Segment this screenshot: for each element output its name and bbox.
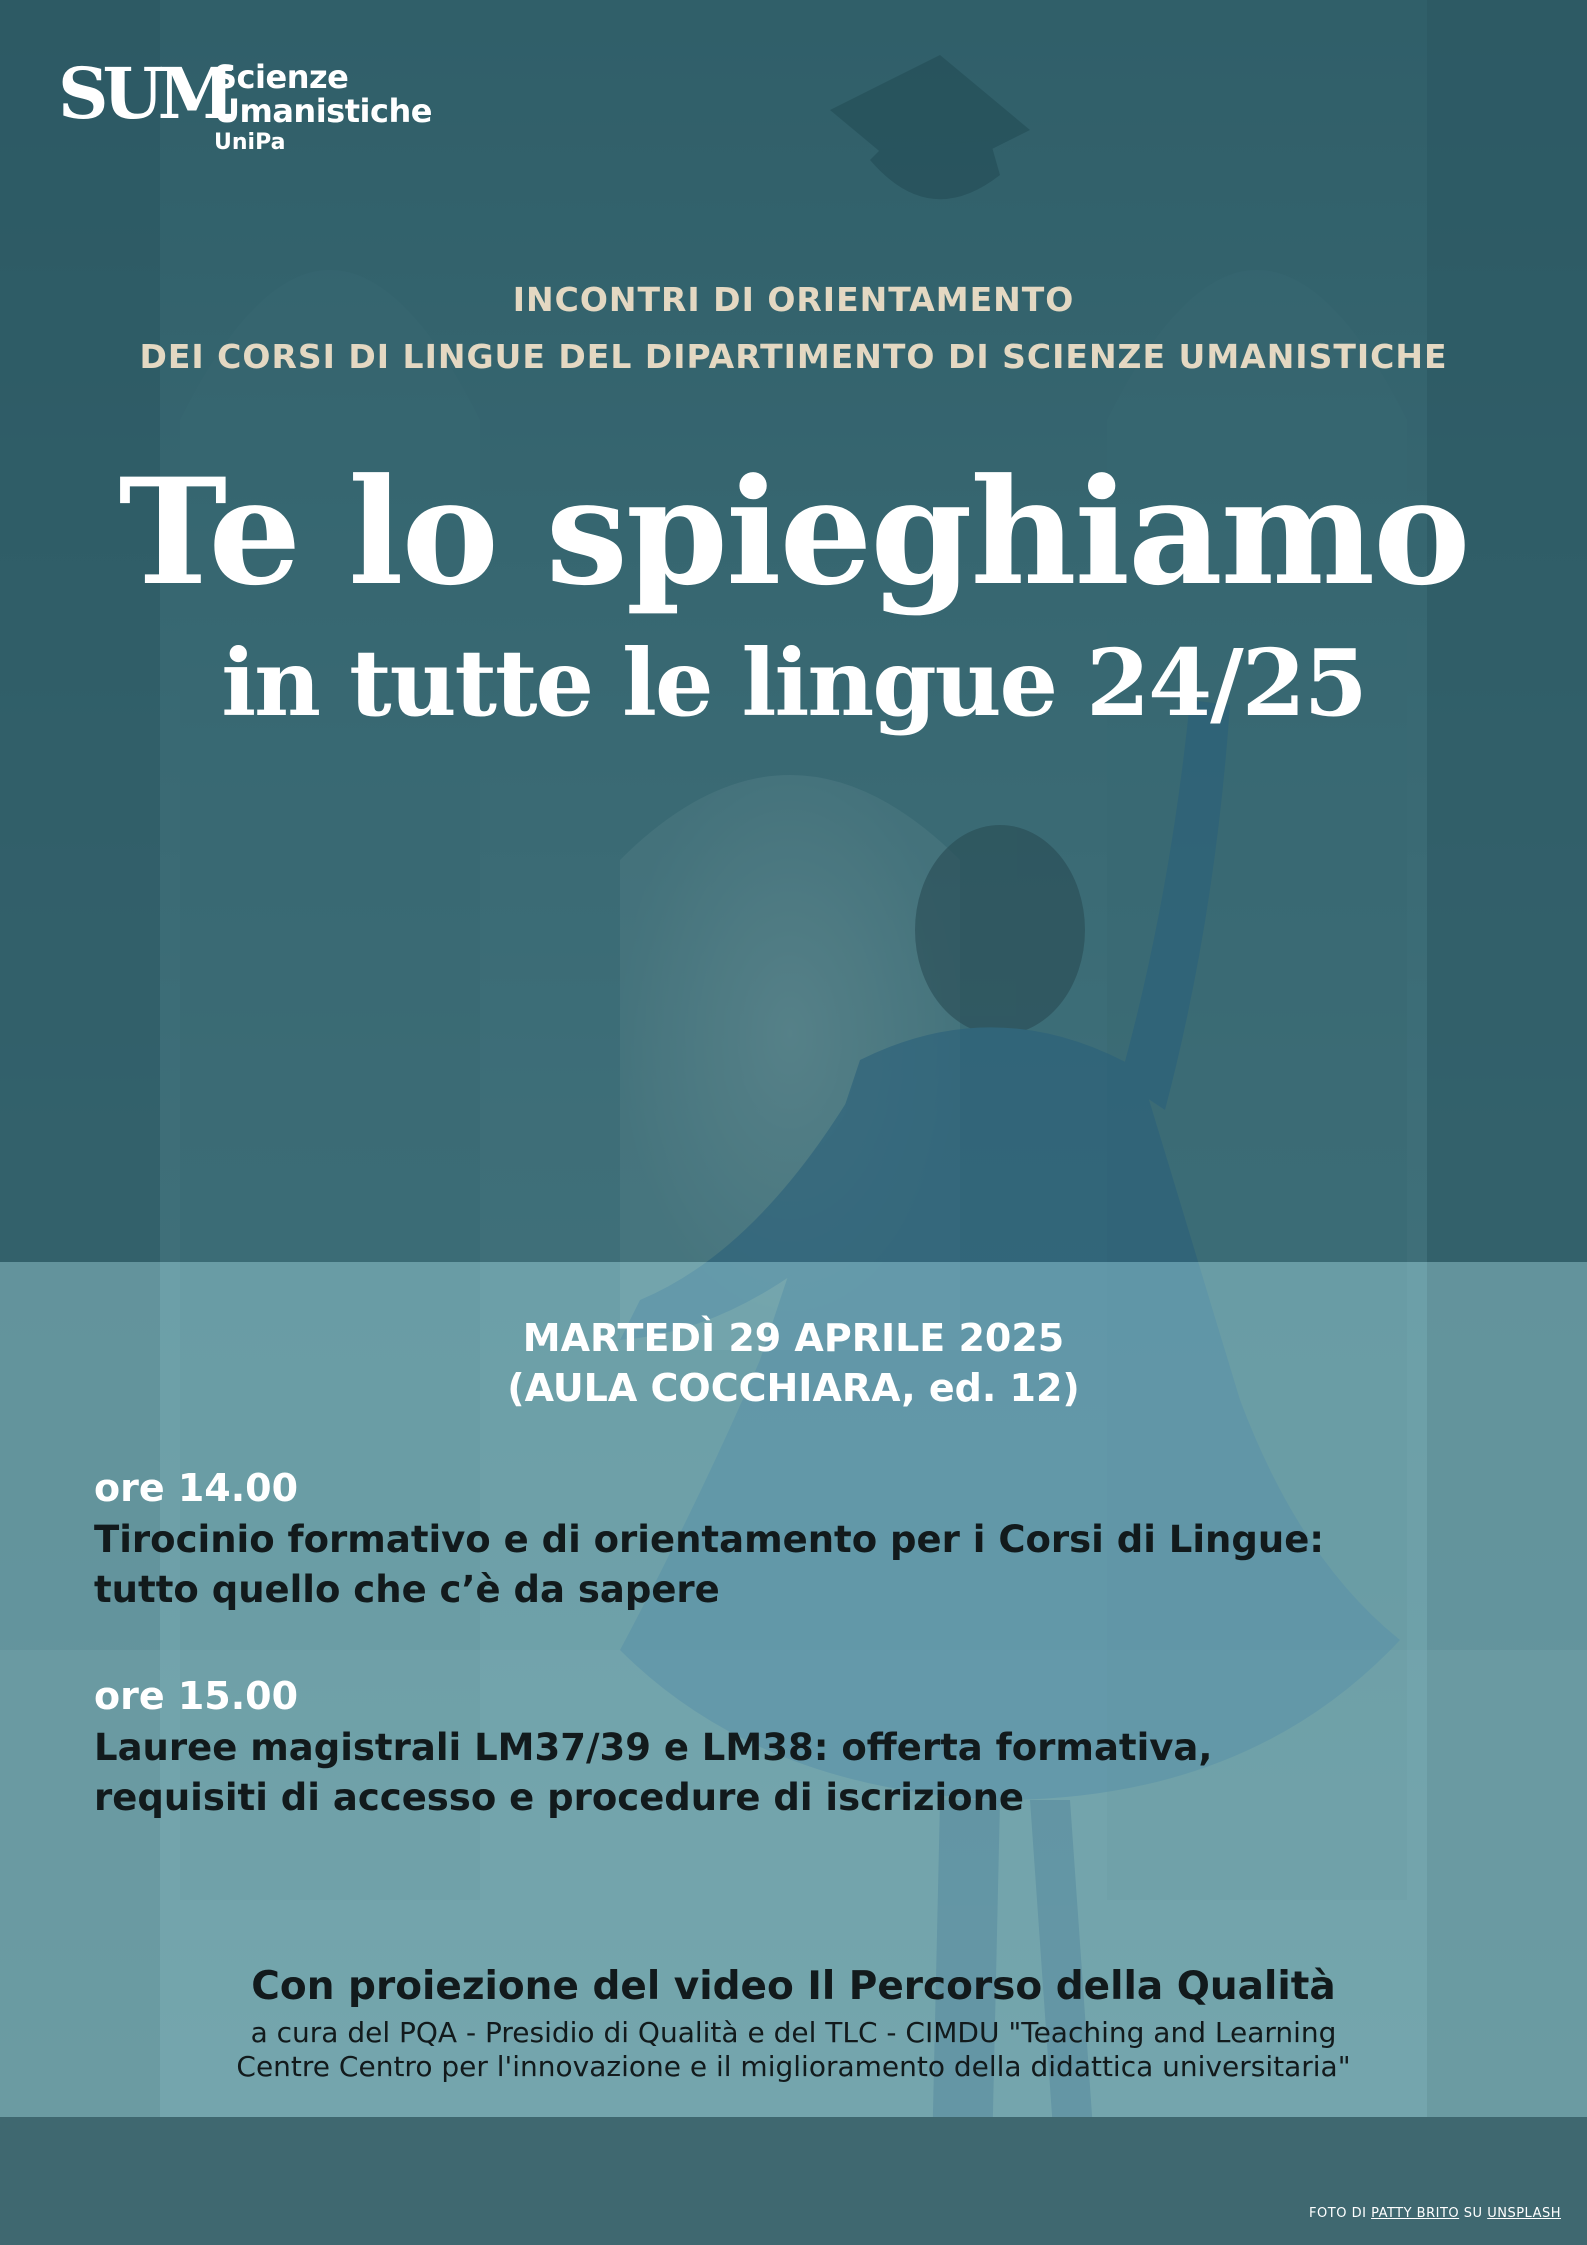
session-topic-line-1: Tirocinio formativo e di orientamento per i Corsi di Lingue: <box>94 1518 1325 1561</box>
session-topic-line-1: Lauree magistrali LM37/39 e LM38: offerta formativa, <box>94 1726 1213 1769</box>
session-2 <box>94 1670 1534 1822</box>
credit-middle: SU <box>1463 2206 1483 2221</box>
credit-source-link[interactable]: UNSPLASH <box>1487 2206 1561 2221</box>
video-note-line-2: Centre Centro per l'innovazione e il miglioramento della didattica universitaria" <box>236 2050 1351 2083</box>
kicker-line-2: DEI CORSI DI LINGUE DEL DIPARTIMENTO DI SCIENZE UMANISTICHE <box>139 337 1448 376</box>
credit-author-link[interactable]: PATTY BRITO <box>1371 2206 1460 2221</box>
footer-band <box>0 2117 1587 2245</box>
event-date: MARTEDÌ 29 APRILE 2025 <box>522 1316 1065 1360</box>
logo-mark: SUM <box>58 52 230 135</box>
session-time: ore 14.00 <box>94 1466 299 1510</box>
photo-credit <box>1309 2206 1561 2221</box>
poster-title: Te lo spieghiamo <box>118 447 1469 618</box>
kicker-line-1: INCONTRI DI ORIENTAMENTO <box>512 280 1075 319</box>
session-time: ore 15.00 <box>94 1674 299 1718</box>
logo-line-unipa: UniPa <box>214 130 286 155</box>
session-topic-line-2: requisiti di accesso e procedure di iscrizione <box>94 1776 1025 1819</box>
logo-line-scienze: Scienze <box>214 58 349 96</box>
session-1 <box>94 1462 1534 1614</box>
video-note-line-1: a cura del PQA - Presidio di Qualità e del TLC - CIMDU "Teaching and Learning <box>250 2016 1337 2049</box>
credit-prefix: FOTO DI <box>1309 2206 1367 2221</box>
video-note-heading: Con proiezione del video Il Percorso della Qualità <box>251 1964 1336 2009</box>
logo-line-umanistiche: Umanistiche <box>214 92 432 130</box>
event-venue: (AULA COCCHIARA, ed. 12) <box>507 1366 1080 1410</box>
poster-subtitle: in tutte le lingue 24/25 <box>221 629 1366 737</box>
session-topic-line-2: tutto quello che c’è da sapere <box>94 1568 720 1611</box>
